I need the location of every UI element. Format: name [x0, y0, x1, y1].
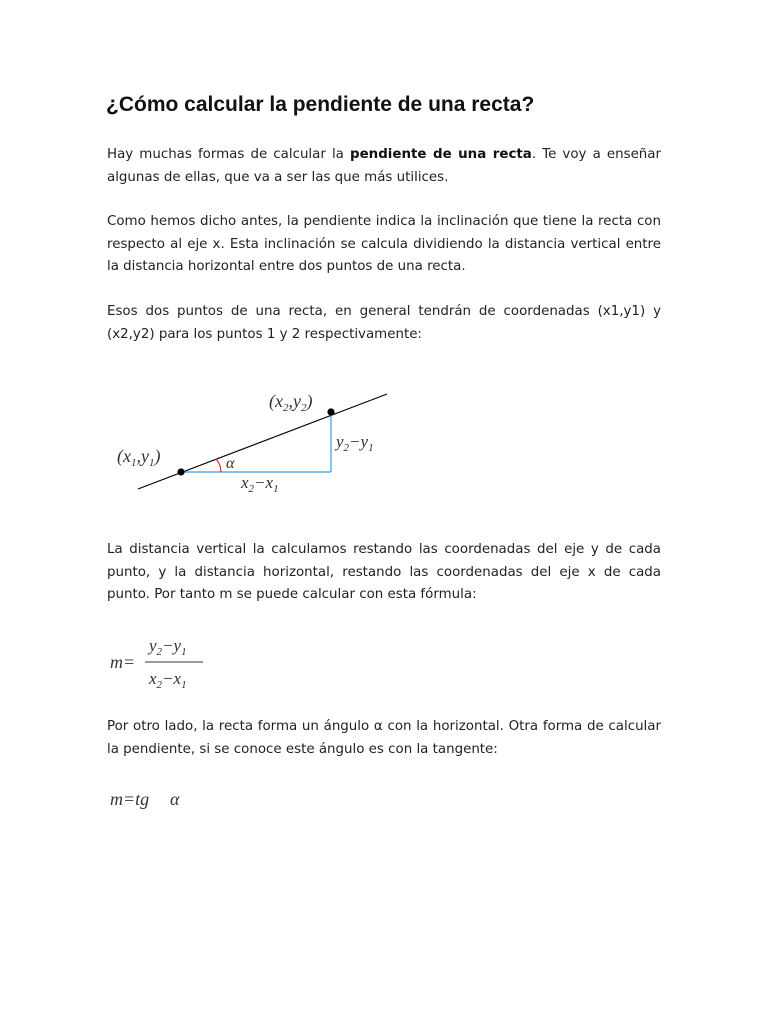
slope-diagram [107, 378, 407, 502]
paragraph-angle: Por otro lado, la recta forma un ángulo α con la horizontal. Otra forma de calcular la pendiente, si se conoce este ángulo es con la tangente: [107, 719, 661, 757]
point-1-label: $(x_1,y_1)$ [117, 446, 161, 469]
point-2-marker [327, 408, 334, 415]
paragraph-intro-start: Hay muchas formas de calcular la [107, 147, 350, 162]
tangent-formula-angle: α [170, 789, 180, 809]
paragraph-intro-bold: pendiente de una recta [350, 147, 532, 162]
paragraph-points: Esos dos puntos de una recta, en general tendrán de coordenadas (x1,y1) y (x2,y2) para los puntos 1 y 2 respectivamente: [107, 304, 661, 342]
paragraph-intro-end: . Te voy a enseñar algunas de ellas, que va a ser las que más utilices. [107, 147, 662, 185]
formula-numerator: $y_2-y_1$ [149, 636, 187, 658]
tangent-formula [100, 785, 220, 815]
formula-denominator: $x_2-x_1$ [149, 669, 187, 691]
point-2-label: $(x_2,y_2)$ [269, 391, 313, 414]
paragraph-distances: La distancia vertical la calculamos restando las coordenadas del eje y de cada punto, y la distancia horizontal, restando las coordenadas del eje x de cada punto. Por tanto m se puede calcular con esta fórmula: [107, 542, 661, 603]
angle-arc [216, 459, 221, 472]
formula-lhs: m= [110, 652, 136, 672]
vertical-difference-label: $y_2-y_1$ [336, 432, 374, 454]
paragraph-definition: Como hemos dicho antes, la pendiente indica la inclinación que tiene la recta con respecto al eje x. Esta inclinación se calcula dividiendo la distancia vertical entre la distancia horizontal entre dos puntos de una recta. [107, 214, 661, 275]
slope-fraction-formula [100, 628, 240, 700]
tangent-formula-lhs: m=tg [110, 789, 150, 809]
paragraph-intro [107, 144, 661, 189]
page-title: ¿Cómo calcular la pendiente de una recta? [106, 93, 535, 116]
point-1-marker [177, 468, 184, 475]
horizontal-difference-label: $x_2-x_1$ [241, 473, 279, 495]
angle-alpha-label: α [226, 455, 235, 472]
